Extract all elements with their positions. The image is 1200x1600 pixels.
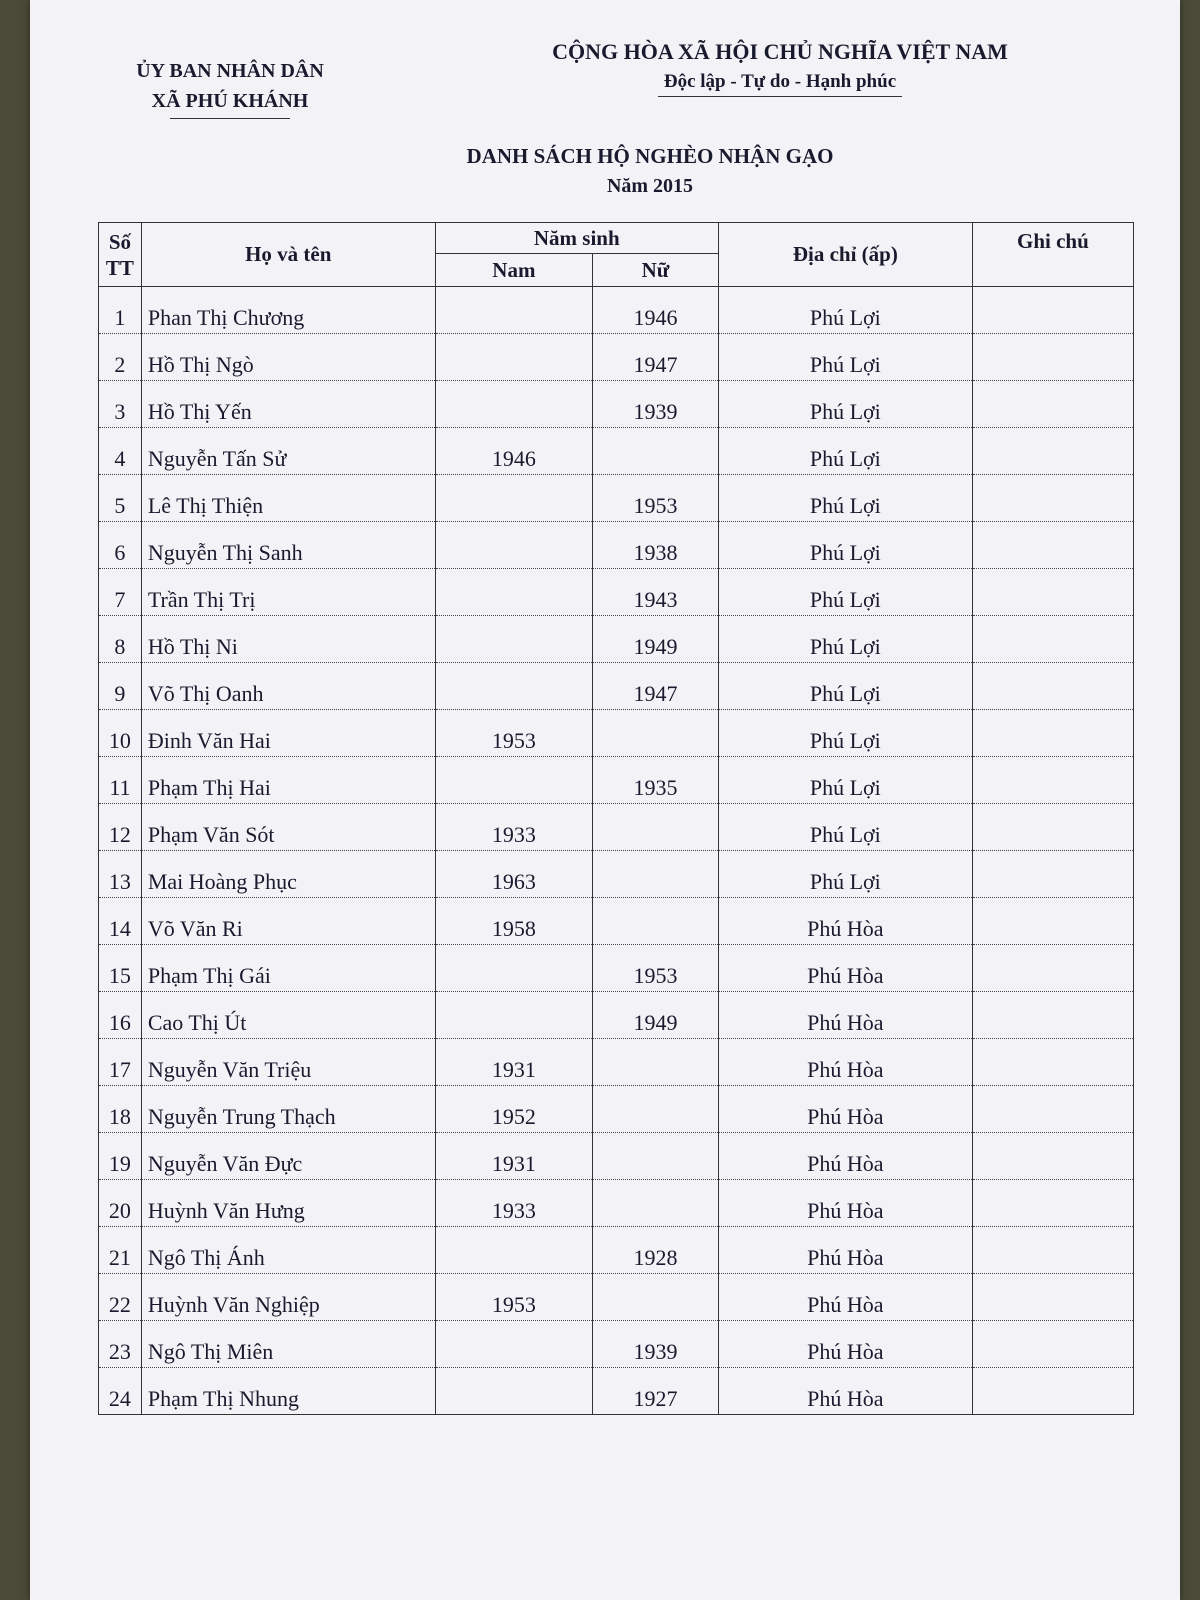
female-birth-year-cell <box>593 616 719 663</box>
row-number: 1 <box>114 305 126 330</box>
row-number-cell <box>99 851 142 898</box>
male-birth-year-cell <box>435 1039 592 1086</box>
household-name-cell <box>141 475 435 522</box>
note-cell <box>972 1133 1133 1180</box>
male-birth-year-cell <box>435 569 592 616</box>
row-number-cell <box>99 381 142 428</box>
table-row <box>99 616 1134 663</box>
address-cell <box>718 1227 972 1274</box>
household-name: Phạm Thị Nhung <box>147 1386 299 1411</box>
household-name-cell <box>141 1133 435 1180</box>
household-name-cell <box>141 287 435 334</box>
household-name: Nguyễn Văn Triệu <box>147 1057 312 1082</box>
address-cell <box>718 1274 972 1321</box>
address-cell <box>718 1039 972 1086</box>
female-birth-year-cell <box>593 804 719 851</box>
note-cell <box>972 1274 1133 1321</box>
female-birth-year-cell <box>593 757 719 804</box>
male-birth-year: 1953 <box>491 728 536 753</box>
female-birth-year-cell <box>593 1180 719 1227</box>
address: Phú Lợi <box>809 305 881 330</box>
female-birth-year: 1947 <box>633 681 678 706</box>
male-birth-year-cell <box>435 475 592 522</box>
national-motto-block <box>500 36 1060 97</box>
note-cell <box>972 1039 1133 1086</box>
household-table <box>98 222 1134 1415</box>
row-number: 13 <box>108 869 131 894</box>
address: Phú Hòa <box>807 1010 884 1035</box>
male-birth-year-cell <box>435 1321 592 1368</box>
address-cell <box>718 757 972 804</box>
female-birth-year: 1946 <box>633 305 678 330</box>
address: Phú Hòa <box>807 1339 884 1364</box>
male-birth-year-cell <box>435 710 592 757</box>
household-name: Huỳnh Văn Hưng <box>147 1198 305 1223</box>
table-row <box>99 428 1134 475</box>
male-birth-year-cell <box>435 1180 592 1227</box>
address: Phú Lợi <box>809 822 881 847</box>
female-birth-year-cell <box>593 522 719 569</box>
address-cell <box>718 1180 972 1227</box>
household-name: Phạm Thị Gái <box>147 963 271 988</box>
household-name: Nguyễn Tấn Sử <box>147 446 287 471</box>
row-number: 7 <box>114 587 126 612</box>
household-name-cell <box>141 851 435 898</box>
male-birth-year-cell <box>435 851 592 898</box>
male-birth-year-cell <box>435 287 592 334</box>
note-cell <box>972 569 1133 616</box>
note-cell <box>972 475 1133 522</box>
address-cell <box>718 945 972 992</box>
row-number: 11 <box>109 775 131 800</box>
note-cell <box>972 522 1133 569</box>
row-number-cell <box>99 522 142 569</box>
row-number-cell <box>99 992 142 1039</box>
header-stt <box>99 223 142 287</box>
header-male: Nam <box>435 254 592 287</box>
row-number-cell <box>99 710 142 757</box>
row-number: 18 <box>108 1104 131 1129</box>
female-birth-year: 1949 <box>633 1010 678 1035</box>
row-number-cell <box>99 1368 142 1415</box>
female-birth-year: 1939 <box>633 399 678 424</box>
address-cell <box>718 287 972 334</box>
note-cell <box>972 428 1133 475</box>
address: Phú Hòa <box>807 1057 884 1082</box>
header-address: Địa chỉ (ấp) <box>718 223 972 287</box>
address-cell <box>718 428 972 475</box>
male-birth-year-cell <box>435 1133 592 1180</box>
male-birth-year-cell <box>435 804 592 851</box>
row-number: 21 <box>108 1245 131 1270</box>
row-number-cell <box>99 475 142 522</box>
table-row <box>99 287 1134 334</box>
table-row <box>99 475 1134 522</box>
address: Phú Lợi <box>809 681 881 706</box>
female-birth-year-cell <box>593 1274 719 1321</box>
row-number-cell <box>99 898 142 945</box>
row-number: 12 <box>108 822 131 847</box>
address-cell <box>718 1086 972 1133</box>
female-birth-year-cell <box>593 898 719 945</box>
header-name: Họ và tên <box>141 223 435 287</box>
male-birth-year: 1946 <box>491 446 536 471</box>
household-name-cell <box>141 381 435 428</box>
female-birth-year: 1947 <box>633 352 678 377</box>
male-birth-year-cell <box>435 898 592 945</box>
address: Phú Lợi <box>809 587 881 612</box>
address: Phú Hòa <box>807 1245 884 1270</box>
table-row <box>99 522 1134 569</box>
row-number-cell <box>99 616 142 663</box>
household-name-cell <box>141 334 435 381</box>
female-birth-year-cell <box>593 1368 719 1415</box>
address: Phú Lợi <box>809 728 881 753</box>
note-cell <box>972 1227 1133 1274</box>
household-name-cell <box>141 992 435 1039</box>
row-number: 4 <box>114 446 126 471</box>
row-number-cell <box>99 1086 142 1133</box>
household-name: Đinh Văn Hai <box>147 728 271 753</box>
table-row <box>99 1274 1134 1321</box>
row-number: 20 <box>108 1198 131 1223</box>
table-row <box>99 992 1134 1039</box>
male-birth-year: 1958 <box>491 916 536 941</box>
female-birth-year: 1927 <box>633 1386 678 1411</box>
address-cell <box>718 804 972 851</box>
address-cell <box>718 475 972 522</box>
address-cell <box>718 1321 972 1368</box>
row-number: 14 <box>108 916 131 941</box>
male-birth-year: 1933 <box>491 822 536 847</box>
note-cell <box>972 1321 1133 1368</box>
male-birth-year: 1931 <box>491 1151 536 1176</box>
household-name-cell <box>141 1039 435 1086</box>
address: Phú Hòa <box>807 1104 884 1129</box>
household-name: Ngô Thị Miên <box>147 1339 274 1364</box>
female-birth-year-cell <box>593 569 719 616</box>
household-name-cell <box>141 710 435 757</box>
note-cell <box>972 945 1133 992</box>
row-number-cell <box>99 428 142 475</box>
note-cell <box>972 757 1133 804</box>
household-name-cell <box>141 522 435 569</box>
address: Phú Lợi <box>809 634 881 659</box>
header-stt-line1: Số <box>108 229 131 254</box>
address-cell <box>718 522 972 569</box>
address: Phú Lợi <box>809 493 881 518</box>
household-name: Phạm Thị Hai <box>147 775 271 800</box>
household-name-cell <box>141 1086 435 1133</box>
male-birth-year-cell <box>435 992 592 1039</box>
document-title <box>360 140 940 200</box>
address-cell <box>718 569 972 616</box>
household-name: Nguyễn Thị Sanh <box>147 540 303 565</box>
female-birth-year-cell <box>593 1039 719 1086</box>
table-row <box>99 898 1134 945</box>
table-row <box>99 1321 1134 1368</box>
row-number-cell <box>99 569 142 616</box>
table-row <box>99 381 1134 428</box>
male-birth-year-cell <box>435 1274 592 1321</box>
title-line2: Năm 2015 <box>606 175 694 197</box>
row-number-cell <box>99 334 142 381</box>
table-row <box>99 1368 1134 1415</box>
household-name: Võ Văn Ri <box>147 916 243 941</box>
female-birth-year-cell <box>593 381 719 428</box>
female-birth-year: 1953 <box>633 963 678 988</box>
row-number-cell <box>99 1133 142 1180</box>
row-number: 22 <box>108 1292 131 1317</box>
address: Phú Lợi <box>809 352 881 377</box>
address-cell <box>718 616 972 663</box>
header-note: Ghi chú <box>972 223 1133 287</box>
header-stt-line2: TT <box>105 255 134 280</box>
title-line1: DANH SÁCH HỘ NGHÈO NHẬN GẠO <box>466 144 834 168</box>
address-cell <box>718 334 972 381</box>
female-birth-year: 1935 <box>633 775 678 800</box>
female-birth-year-cell <box>593 992 719 1039</box>
female-birth-year-cell <box>593 287 719 334</box>
female-birth-year-cell <box>593 1227 719 1274</box>
note-cell <box>972 287 1133 334</box>
table-row <box>99 710 1134 757</box>
address-cell <box>718 1368 972 1415</box>
motto: Độc lập - Tự do - Hạnh phúc <box>658 68 902 97</box>
male-birth-year-cell <box>435 663 592 710</box>
row-number-cell <box>99 757 142 804</box>
household-name: Lê Thị Thiện <box>147 493 264 518</box>
table-row <box>99 757 1134 804</box>
table-row <box>99 1039 1134 1086</box>
issuer-block <box>100 56 360 119</box>
document-page <box>30 0 1180 1600</box>
note-cell <box>972 1368 1133 1415</box>
household-name: Cao Thị Út <box>147 1010 247 1035</box>
male-birth-year-cell <box>435 522 592 569</box>
note-cell <box>972 1086 1133 1133</box>
male-birth-year: 1952 <box>491 1104 536 1129</box>
household-name-cell <box>141 898 435 945</box>
household-name: Phạm Văn Sót <box>147 822 275 847</box>
note-cell <box>972 804 1133 851</box>
row-number: 15 <box>108 963 131 988</box>
female-birth-year-cell <box>593 334 719 381</box>
row-number-cell <box>99 1321 142 1368</box>
female-birth-year-cell <box>593 475 719 522</box>
issuer-line1: ỦY BAN NHÂN DÂN <box>136 60 324 82</box>
female-birth-year-cell <box>593 945 719 992</box>
household-name-cell <box>141 804 435 851</box>
address: Phú Lợi <box>809 446 881 471</box>
female-birth-year-cell <box>593 710 719 757</box>
male-birth-year-cell <box>435 1086 592 1133</box>
female-birth-year: 1943 <box>633 587 678 612</box>
row-number-cell <box>99 663 142 710</box>
address-cell <box>718 992 972 1039</box>
issuer-line2: XÃ PHÚ KHÁNH <box>151 90 309 112</box>
note-cell <box>972 992 1133 1039</box>
female-birth-year-cell <box>593 1086 719 1133</box>
table-body <box>99 287 1134 1415</box>
row-number: 24 <box>108 1386 131 1411</box>
male-birth-year-cell <box>435 1368 592 1415</box>
household-name: Hồ Thị Ngò <box>147 352 254 377</box>
row-number: 16 <box>108 1010 131 1035</box>
male-birth-year: 1963 <box>491 869 536 894</box>
female-birth-year: 1953 <box>633 493 678 518</box>
issuer-underline <box>170 118 290 119</box>
row-number: 9 <box>114 681 126 706</box>
household-name: Nguyễn Trung Thạch <box>147 1104 336 1129</box>
address: Phú Hòa <box>807 963 884 988</box>
table-row <box>99 1086 1134 1133</box>
household-name: Hồ Thị Yến <box>147 399 252 424</box>
address: Phú Lợi <box>809 869 881 894</box>
note-cell <box>972 1180 1133 1227</box>
household-name: Võ Thị Oanh <box>147 681 264 706</box>
household-name-cell <box>141 663 435 710</box>
note-cell <box>972 334 1133 381</box>
address: Phú Lợi <box>809 399 881 424</box>
table-row <box>99 1133 1134 1180</box>
address: Phú Hòa <box>807 1386 884 1411</box>
address-cell <box>718 381 972 428</box>
row-number-cell <box>99 287 142 334</box>
note-cell <box>972 898 1133 945</box>
table-row <box>99 663 1134 710</box>
household-name-cell <box>141 616 435 663</box>
row-number: 23 <box>108 1339 131 1364</box>
row-number-cell <box>99 1180 142 1227</box>
male-birth-year-cell <box>435 616 592 663</box>
row-number-cell <box>99 1039 142 1086</box>
household-name-cell <box>141 1274 435 1321</box>
male-birth-year-cell <box>435 381 592 428</box>
address-cell <box>718 851 972 898</box>
male-birth-year: 1931 <box>491 1057 536 1082</box>
address-cell <box>718 898 972 945</box>
row-number: 17 <box>108 1057 131 1082</box>
male-birth-year: 1933 <box>491 1198 536 1223</box>
address: Phú Hòa <box>807 916 884 941</box>
note-cell <box>972 851 1133 898</box>
female-birth-year-cell <box>593 663 719 710</box>
note-cell <box>972 710 1133 757</box>
row-number: 3 <box>114 399 126 424</box>
female-birth-year-cell <box>593 1133 719 1180</box>
country-name: CỘNG HÒA XÃ HỘI CHỦ NGHĨA VIỆT NAM <box>552 39 1008 64</box>
male-birth-year-cell <box>435 428 592 475</box>
note-cell <box>972 663 1133 710</box>
address: Phú Hòa <box>807 1198 884 1223</box>
row-number: 10 <box>108 728 131 753</box>
address: Phú Lợi <box>809 540 881 565</box>
row-number-cell <box>99 1227 142 1274</box>
row-number-cell <box>99 945 142 992</box>
table-row <box>99 1180 1134 1227</box>
household-name-cell <box>141 1227 435 1274</box>
household-name-cell <box>141 945 435 992</box>
table-row <box>99 945 1134 992</box>
note-cell <box>972 616 1133 663</box>
row-number: 8 <box>114 634 126 659</box>
female-birth-year: 1938 <box>633 540 678 565</box>
household-name: Nguyễn Văn Đực <box>147 1151 303 1176</box>
header-female: Nữ <box>593 254 719 287</box>
household-name: Huỳnh Văn Nghiệp <box>147 1292 320 1317</box>
table-row <box>99 804 1134 851</box>
table-row <box>99 851 1134 898</box>
female-birth-year: 1939 <box>633 1339 678 1364</box>
row-number: 6 <box>114 540 126 565</box>
household-name-cell <box>141 428 435 475</box>
female-birth-year-cell <box>593 1321 719 1368</box>
household-name: Ngô Thị Ánh <box>147 1245 265 1270</box>
row-number: 5 <box>114 493 126 518</box>
female-birth-year-cell <box>593 851 719 898</box>
table-row <box>99 1227 1134 1274</box>
male-birth-year-cell <box>435 757 592 804</box>
address-cell <box>718 663 972 710</box>
row-number: 19 <box>108 1151 131 1176</box>
row-number-cell <box>99 804 142 851</box>
address: Phú Lợi <box>809 775 881 800</box>
household-name-cell <box>141 1368 435 1415</box>
household-name: Mai Hoàng Phục <box>147 869 297 894</box>
table-row <box>99 569 1134 616</box>
address: Phú Hòa <box>807 1292 884 1317</box>
row-number-cell <box>99 1274 142 1321</box>
household-name-cell <box>141 757 435 804</box>
address-cell <box>718 710 972 757</box>
male-birth-year-cell <box>435 1227 592 1274</box>
row-number: 2 <box>114 352 126 377</box>
table-row <box>99 334 1134 381</box>
female-birth-year-cell <box>593 428 719 475</box>
female-birth-year: 1949 <box>633 634 678 659</box>
household-name-cell <box>141 569 435 616</box>
household-name-cell <box>141 1321 435 1368</box>
household-name: Hồ Thị Ni <box>147 634 238 659</box>
male-birth-year-cell <box>435 334 592 381</box>
address: Phú Hòa <box>807 1151 884 1176</box>
female-birth-year: 1928 <box>633 1245 678 1270</box>
header-birth-year: Năm sinh <box>435 223 718 254</box>
male-birth-year-cell <box>435 945 592 992</box>
household-name: Trần Thị Trị <box>147 587 256 612</box>
household-name-cell <box>141 1180 435 1227</box>
household-name: Phan Thị Chương <box>147 305 305 330</box>
address-cell <box>718 1133 972 1180</box>
note-cell <box>972 381 1133 428</box>
male-birth-year: 1953 <box>491 1292 536 1317</box>
